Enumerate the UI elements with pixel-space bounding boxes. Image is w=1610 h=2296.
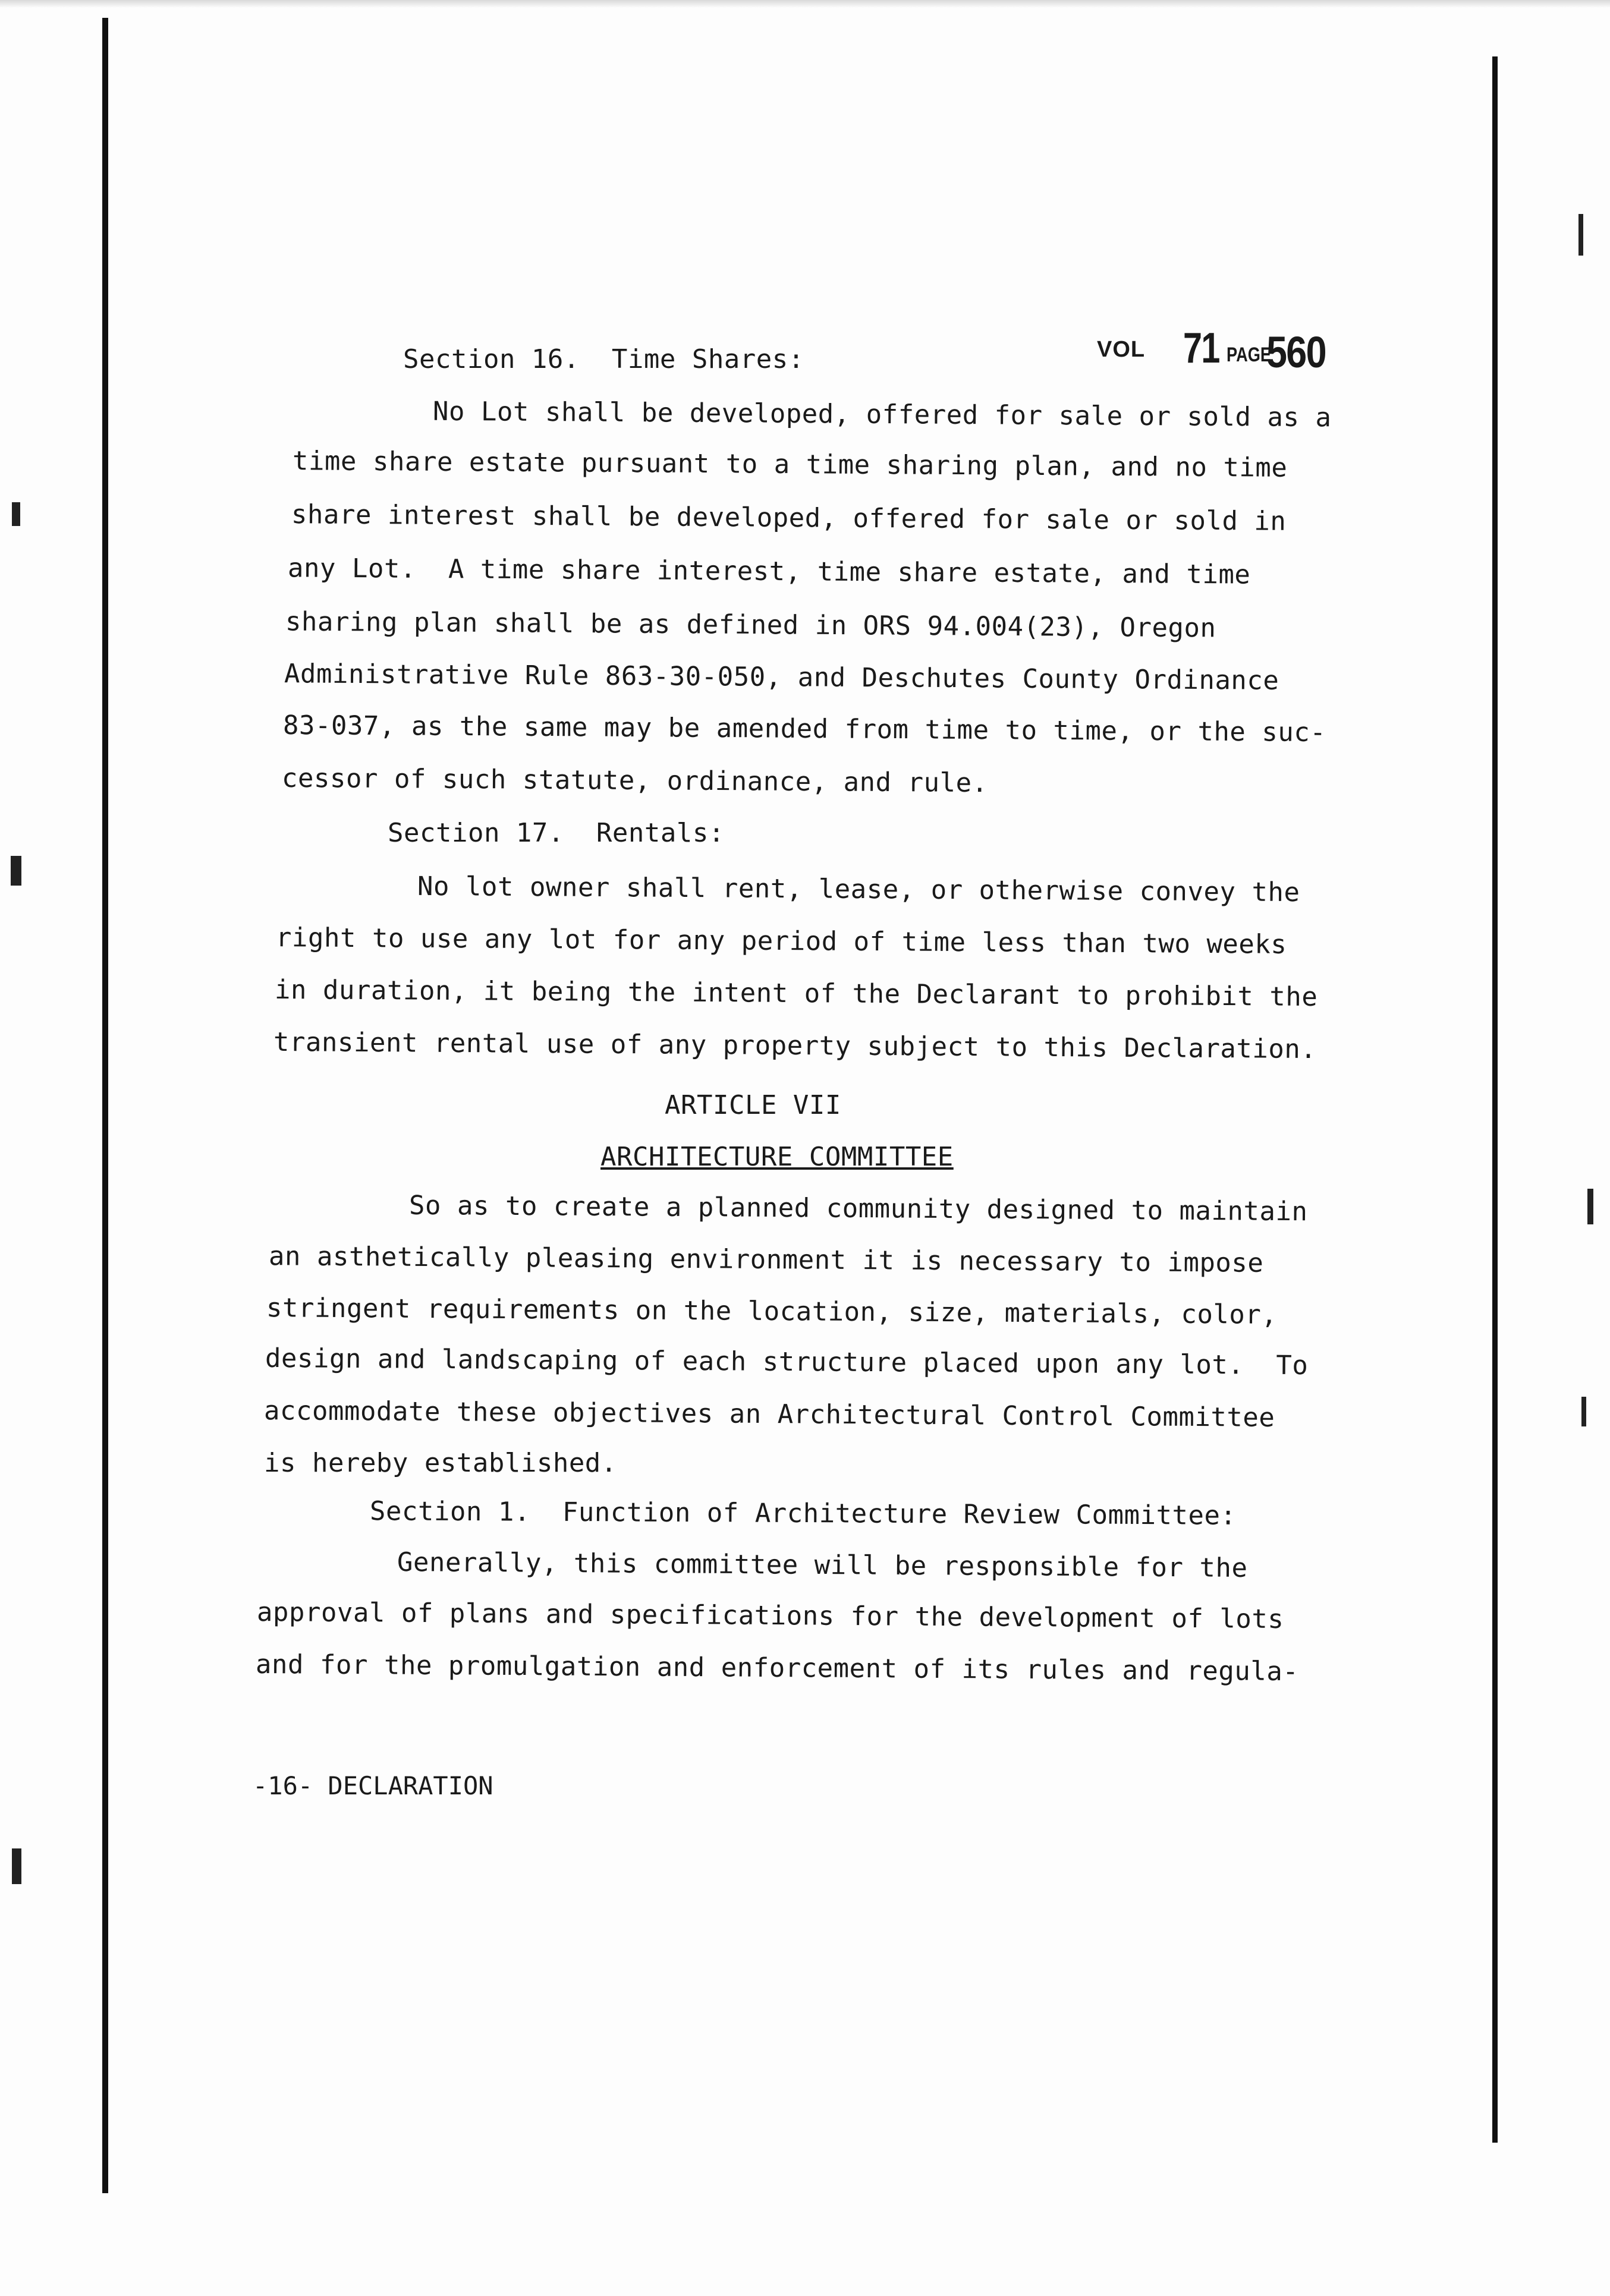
vol-label: VOL	[1097, 337, 1146, 362]
section-16-heading: Section 16. Time Shares:	[403, 344, 804, 374]
paragraph-line: 83-037, as the same may be amended from time to time, or the suc-	[282, 710, 1326, 748]
article-heading: ARTICLE VII	[665, 1090, 841, 1120]
paragraph-line: time share estate pursuant to a time sharing plan, and no time	[292, 446, 1288, 483]
scan-mark	[1578, 214, 1583, 256]
paragraph-line: share interest shall be developed, offered for sale or sold in	[291, 499, 1287, 537]
paragraph-line: sharing plan shall be as defined in ORS 94.004(23), Oregon	[285, 606, 1216, 644]
paragraph-line: transient rental use of any property subject to this Declaration.	[273, 1026, 1317, 1065]
article-title: ARCHITECTURE COMMITTEE	[600, 1142, 954, 1172]
paragraph-line: cessor of such statute, ordinance, and rule.	[281, 763, 988, 799]
section-1-heading: Section 1. Function of Architecture Review Committee:	[369, 1496, 1237, 1531]
paragraph-line: So as to create a planned community designed to maintain	[408, 1190, 1308, 1227]
scan-mark	[11, 856, 21, 886]
scan-mark	[12, 502, 20, 526]
vol-number: 71	[1183, 325, 1219, 372]
paragraph-line: stringent requirements on the location, size, materials, color,	[266, 1293, 1278, 1330]
scan-mark	[1587, 1189, 1593, 1224]
paragraph-line: an asthetically pleasing environment it is necessary to impose	[268, 1241, 1264, 1278]
page-footer: -16- DECLARATION	[253, 1771, 493, 1800]
paragraph-line: design and landscaping of each structure placed upon any lot. To	[265, 1343, 1309, 1381]
paragraph-line: and for the promulgation and enforcement of its rules and regula-	[255, 1649, 1299, 1687]
paragraph-line: No lot owner shall rent, lease, or otherwise convey the	[417, 871, 1300, 908]
page-label: PAGE	[1227, 344, 1272, 366]
paragraph-line: is hereby established.	[264, 1448, 617, 1478]
scan-shadow	[0, 0, 1610, 8]
paragraph-line: any Lot. A time share interest, time share estate, and time	[287, 553, 1251, 590]
page-number: 560	[1266, 327, 1326, 377]
paragraph-line: Administrative Rule 863-30-050, and Deschutes County Ordinance	[284, 659, 1279, 696]
paragraph-line: in duration, it being the intent of the Declarant to prohibit the	[274, 974, 1318, 1013]
paragraph-line: Generally, this committee will be responsible for the	[397, 1547, 1248, 1583]
section-17-heading: Section 17. Rentals:	[388, 818, 725, 848]
paragraph-line: approval of plans and specifications for the development of lots	[256, 1596, 1284, 1635]
scan-mark	[12, 1848, 21, 1884]
paragraph-line: No Lot shall be developed, offered for sale or sold as a	[432, 396, 1332, 433]
left-binder-edge	[102, 18, 108, 2193]
paragraph-line: right to use any lot for any period of time less than two weeks	[275, 922, 1287, 960]
right-binder-edge	[1492, 56, 1498, 2143]
scan-mark	[1581, 1397, 1586, 1426]
paragraph-line: accommodate these objectives an Architectural Control Committee	[263, 1396, 1275, 1433]
